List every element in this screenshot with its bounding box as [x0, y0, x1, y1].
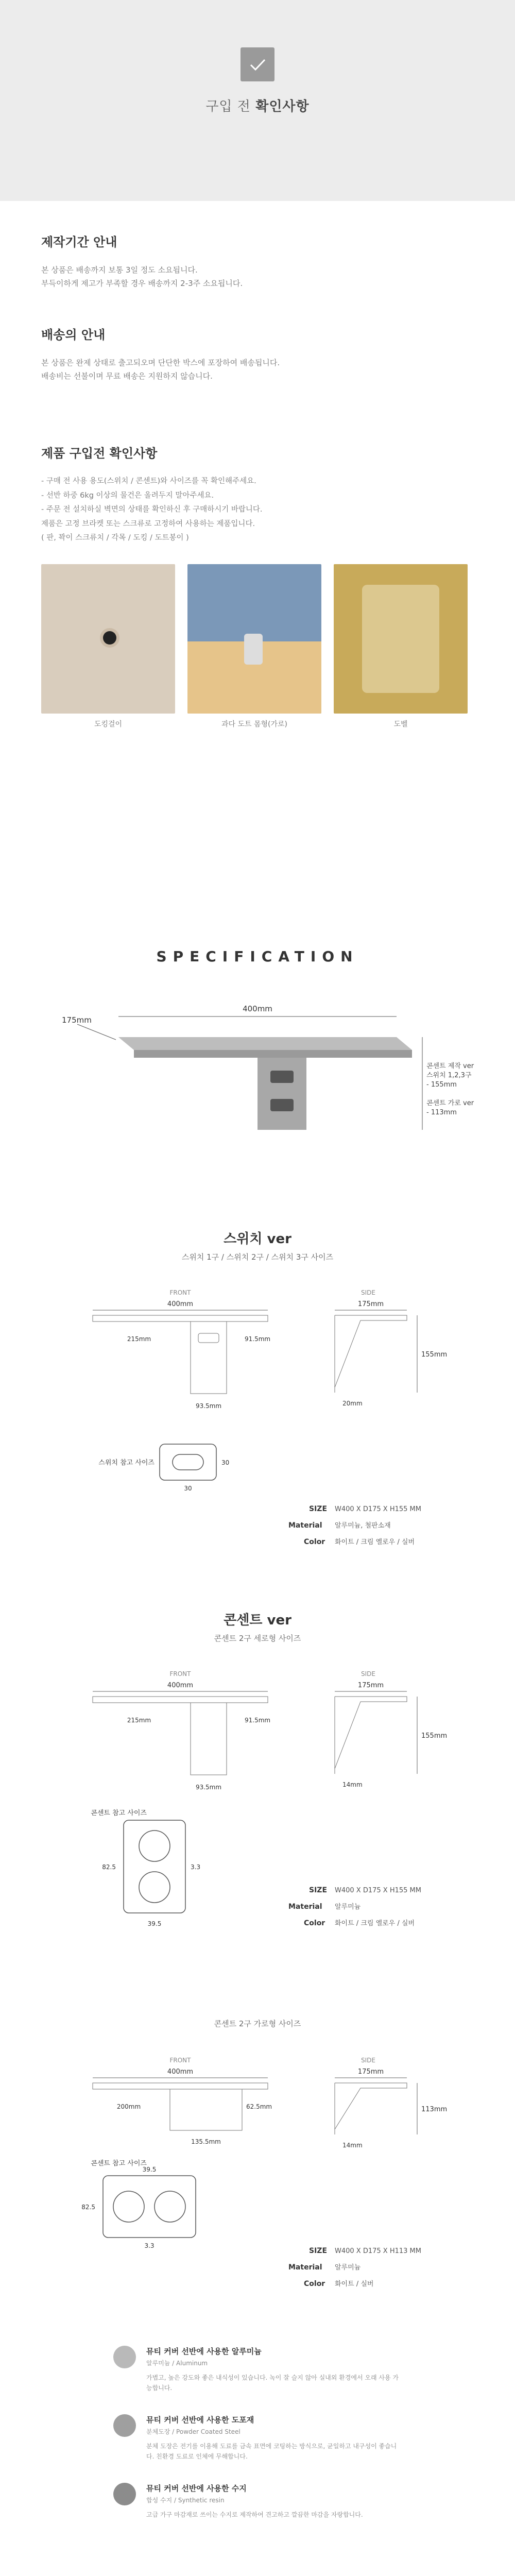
outlet-hole-bottom: 93.5mm: [195, 1784, 222, 1791]
resin-swatch-icon: [113, 2483, 136, 2505]
dot-photo: [187, 564, 321, 714]
material-desc: 가볍고, 높은 강도와 좋은 내식성이 있습니다. 녹이 잘 슬지 않아 실내외 환경에서 오래 사용 가능합니다.: [146, 2374, 399, 2392]
outlet-h-drawing: [0, 2006, 515, 2335]
switch-ref-w: 30: [221, 1459, 230, 1466]
switch-color-value: 화이트 / 크림 옐로우 / 실버: [335, 1538, 415, 1546]
production-line: 부득이하게 제고가 부족할 경우 배송까지 2-3주 소요됩니다.: [41, 279, 243, 289]
aluminum-swatch-icon: [113, 2346, 136, 2368]
outlet-h-side-depth: 175mm: [357, 2068, 384, 2076]
side-label: SIDE: [361, 2057, 375, 2064]
outlet-h-ref-mid: 3.3: [144, 2242, 154, 2249]
outlet-size-label: SIZE: [309, 1886, 328, 1894]
outlet-h-material-value: 알루미늄: [335, 2264, 361, 2272]
photo-caption: 도벨: [393, 720, 408, 728]
outlet-h-ref-h: 82.5: [81, 2204, 95, 2211]
photo-row: [41, 564, 474, 729]
switch-side-height: 155mm: [421, 1351, 448, 1359]
outlet-color-label: Color: [304, 1919, 325, 1927]
delivery-line: 배송비는 선불이며 무료 배송은 지원하지 않습니다.: [41, 371, 213, 381]
spec-title: SPECIFICATION: [156, 948, 359, 965]
header-band: [0, 0, 515, 201]
outlet-ref-h: 82.5: [102, 1863, 116, 1871]
overview-note: 콘센트 제작 ver: [426, 1062, 474, 1070]
photo-docking: [41, 564, 175, 729]
overview-note: - 155mm: [426, 1081, 457, 1089]
page-title: [0, 96, 515, 115]
outlet-h-size-value: W400 X D175 X H113 MM: [335, 2247, 421, 2255]
outlet-material-label: Material: [288, 1903, 322, 1911]
photo-caption: 도킹걸이: [94, 720, 123, 728]
outlet-size-value: W400 X D175 X H155 MM: [335, 1887, 421, 1894]
outlet-h-ref-label: 콘센트 참고 사이즈: [91, 2160, 147, 2167]
outlet-h-hole-bottom: 135.5mm: [191, 2138, 221, 2145]
outlet-h-side-bottom: 14mm: [342, 2142, 363, 2149]
outlet-ref-w: 39.5: [147, 1920, 162, 1927]
title-bold: 확인사항: [255, 99, 310, 114]
production-title: 제작기간 안내: [41, 235, 117, 249]
outlet-left-gap: 215mm: [127, 1717, 151, 1724]
overview-width: 400mm: [243, 1004, 272, 1013]
material-sub: 분체도장 / Powder Coated Steel: [146, 2428, 241, 2435]
switch-side-bottom: 20mm: [342, 1400, 363, 1407]
switch-material-label: Material: [288, 1521, 322, 1530]
material-title: 뮤티 커버 선반에 사용한 수지: [146, 2483, 247, 2493]
outlet-h-side-height: 113mm: [421, 2106, 448, 2113]
outlet-h-subtitle: 콘센트 2구 가로형 사이즈: [214, 2019, 301, 2028]
front-label: FRONT: [169, 1670, 191, 1677]
switch-subtitle: 스위치 1구 / 스위치 2구 / 스위치 3구 사이즈: [181, 1252, 334, 1262]
outlet-material-value: 알루미늄: [335, 1903, 361, 1911]
photo-dot: [187, 564, 321, 729]
outlet-side-height: 155mm: [421, 1732, 448, 1740]
switch-hole: 91.5mm: [245, 1335, 271, 1343]
material-desc: 분체 도장은 전기를 이용해 도료를 금속 표면에 코팅하는 방식으로, 균일하고 내구성이 좋습니다. 친환경 도료로 인체에 무해합니다.: [146, 2442, 397, 2461]
overview-note: 스위치 1,2,3구: [426, 1072, 472, 1079]
outlet-subtitle: 콘센트 2구 세로형 사이즈: [214, 1634, 301, 1643]
side-label: SIDE: [361, 1289, 375, 1296]
powder-swatch-icon: [113, 2414, 136, 2437]
material-item: [113, 2414, 402, 2462]
front-label: FRONT: [169, 2057, 191, 2064]
switch-title: 스위치 ver: [224, 1231, 291, 1247]
switch-left-gap: 215mm: [127, 1335, 151, 1343]
switch-width: 400mm: [167, 1300, 194, 1308]
outlet-h-hole: 62.5mm: [246, 2103, 272, 2110]
switch-ref-h: 30: [184, 1485, 192, 1492]
overview-note: 콘센트 가로 ver: [426, 1099, 474, 1107]
outlet-h-left-gap: 200mm: [116, 2103, 141, 2110]
delivery-line: 본 상품은 완제 상태로 출고되오며 단단한 박스에 포장하여 배송됩니다.: [41, 358, 280, 367]
outlet-side-bottom: 14mm: [342, 1781, 363, 1788]
outlet-h-color-label: Color: [304, 2280, 325, 2288]
switch-material-value: 알루미늄, 철판소재: [335, 1522, 391, 1530]
switch-size-value: W400 X D175 X H155 MM: [335, 1505, 421, 1513]
list-item: - 선반 하중 6kg 이상의 물건은 올려두지 말아주세요.: [41, 491, 214, 500]
list-item: ( 판, 꽉이 스크류치 / 각목 / 도킹 / 도트봉이 ): [41, 534, 189, 543]
outlet-hole: 91.5mm: [245, 1717, 271, 1724]
delivery-section: [0, 325, 515, 443]
photo-caption: 과다 도트 몸형(가로): [221, 720, 288, 728]
production-line: 본 상품은 배송까지 보통 3일 정도 소요됩니다.: [41, 265, 198, 275]
outlet-h-ref-w: 39.5: [142, 2166, 157, 2173]
overview-note: - 113mm: [426, 1109, 457, 1116]
switch-color-label: Color: [304, 1538, 325, 1546]
outlet-ref-mid: 3.3: [191, 1863, 201, 1871]
material-item: [113, 2483, 402, 2520]
material-sub: 합성 수지 / Synthetic resin: [146, 2496, 225, 2504]
outlet-ref-label: 콘센트 참고 사이즈: [91, 1809, 147, 1817]
overview-depth: 175mm: [62, 1015, 92, 1025]
material-title: 뮤티 커버 선반에 사용한 알루미늄: [146, 2347, 262, 2356]
outlet-side-depth: 175mm: [357, 1682, 384, 1689]
list-item: - 구매 전 사용 용도(스위치 / 콘센트)와 사이즈를 꼭 확인해주세요.: [41, 477, 256, 485]
material-title: 뮤티 커버 선반에 사용한 도포재: [146, 2415, 254, 2425]
delivery-title: 배송의 안내: [41, 328, 106, 342]
check-icon: [241, 47, 274, 81]
docking-photo: [41, 564, 175, 714]
photo-dowel: [334, 564, 468, 729]
dowel-photo: [334, 564, 468, 714]
materials-list: [0, 2335, 515, 2520]
precheck-title: 제품 구입전 확인사항: [41, 446, 158, 461]
outlet-color-value: 화이트 / 크림 옐로우 / 실버: [335, 1920, 415, 1927]
outlet-title: 콘센트 ver: [224, 1613, 291, 1628]
overview-drawing: [0, 986, 515, 1202]
production-section: [0, 201, 515, 325]
outlet-h-size-label: SIZE: [309, 2247, 328, 2255]
title-light: 구입 전: [205, 99, 251, 114]
front-label: FRONT: [169, 1289, 191, 1296]
outlet-drawing: [0, 1604, 515, 2006]
material-sub: 알루미늄 / Aluminum: [146, 2360, 208, 2367]
outlet-width: 400mm: [167, 1682, 194, 1689]
switch-hole-bottom: 93.5mm: [195, 1402, 222, 1410]
switch-drawing: [0, 1223, 515, 1604]
material-item: [113, 2346, 402, 2394]
specification-section: [0, 917, 515, 2576]
outlet-h-width: 400mm: [167, 2068, 194, 2076]
switch-size-label: SIZE: [309, 1505, 328, 1513]
outlet-h-material-label: Material: [288, 2263, 322, 2272]
list-item: - 주문 전 설치하실 벽면의 상태를 확인하신 후 구매하시기 바랍니다.: [41, 505, 263, 514]
outlet-h-color-value: 화이트 / 실버: [335, 2280, 374, 2288]
side-label: SIDE: [361, 1670, 375, 1677]
switch-ref-label: 스위치 참고 사이즈: [98, 1459, 154, 1467]
material-desc: 고급 가구 마감재로 쓰이는 수지로 제작하여 견고하고 깔끔한 마감을 자랑합니다.: [146, 2511, 363, 2518]
precheck-section: [0, 443, 515, 917]
switch-side-depth: 175mm: [357, 1300, 384, 1308]
list-item: 제품은 고정 브라켓 또는 스크류로 고정하여 사용하는 제품입니다.: [41, 519, 255, 528]
precheck-list: [41, 474, 474, 546]
